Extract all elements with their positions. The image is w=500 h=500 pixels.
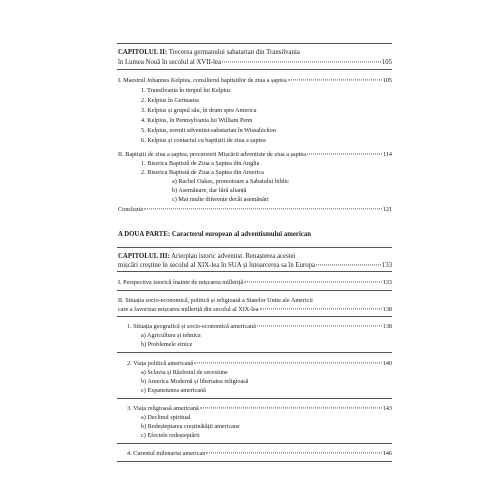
toc-entry[interactable] — [118, 150, 392, 159]
toc-subentry-label: 2. Viața politică americană — [127, 360, 194, 367]
toc-entry-label: care a favorizat mișcarea milleriță din secolul al XIX-lea — [118, 306, 259, 313]
part-2-title: Caracterul european al adventismului american — [170, 231, 312, 238]
leader-dots — [316, 264, 381, 265]
leader-dots — [206, 452, 381, 453]
toc-entry-label: Concluzie — [118, 206, 144, 213]
page-number: 143 — [382, 405, 392, 412]
toc-subentry[interactable] — [141, 136, 266, 145]
toc-subsubentry-label: b) America Modernă și libertatea religioasă — [141, 378, 249, 385]
toc-subentry[interactable] — [141, 168, 264, 177]
page-number: 133 — [382, 279, 392, 286]
toc-subentry[interactable] — [127, 359, 392, 368]
toc-subsubentry[interactable] — [141, 413, 191, 422]
chapter-3-title-cont: mișcări creștine în secolul al XIX-lea în SUA și întoarcerea sa în Europa — [118, 262, 316, 269]
toc-subsubentry-label: a) Rachel Oakes, promotoare a Sabatului biblic — [172, 178, 290, 185]
toc-subentry-label: 1. Situația geografică și socio-economică americană — [127, 323, 256, 330]
chapter-2-title-cont: în Lumea Nouă în secolul al XVII-lea — [118, 59, 222, 66]
toc-entry-label: II. Situația socio-economică, politică și religioasă a Statelor Unite ale Americii — [118, 297, 313, 304]
page-number: 138 — [382, 306, 392, 313]
toc-entry-label: I. Perspectiva istorică înainte de mișcarea milleriță — [118, 279, 244, 286]
leader-dots — [288, 79, 382, 80]
divider — [117, 316, 392, 317]
toc-subentry[interactable] — [141, 96, 199, 105]
toc-subsubentry[interactable] — [141, 377, 248, 386]
toc-subentry-label: 1. Biserica Baptistă de Ziua a Șaptea din Anglia — [141, 160, 260, 167]
page-number: 140 — [382, 360, 392, 367]
toc-subsubentry[interactable] — [172, 177, 289, 186]
toc-entry-label: II. Baptiștii de ziua a șaptea, precursorii Mișcării adventiste de ziua a șaptea — [118, 151, 306, 158]
chapter-3-label: CAPITOLUL III: — [118, 253, 170, 260]
chapter-2-heading-cont[interactable] — [118, 58, 392, 67]
page-number: 105 — [382, 77, 392, 84]
toc-entry[interactable] — [118, 296, 313, 305]
toc-subentry[interactable] — [141, 159, 259, 168]
divider — [117, 461, 392, 462]
toc-subsubentry[interactable] — [141, 340, 192, 349]
toc-entry-label: I. Maestrul Johannes Kelpius, consilierul baptiștilor de ziua a șaptea — [118, 77, 287, 84]
toc-subsubentry[interactable] — [141, 331, 201, 340]
page-number: 121 — [382, 206, 392, 213]
leader-dots — [144, 208, 382, 209]
page-number: 105 — [381, 59, 392, 66]
toc-entry[interactable] — [118, 205, 392, 214]
toc-subsubentry-label: a) Declinul spiritual — [141, 414, 191, 421]
toc-subsubentry-label: a) Agricultura și tehnica — [141, 332, 201, 339]
toc-subentry-label: 6. Kelpius și contactul cu baptiștii de ziua a șaptea — [141, 137, 266, 144]
divider — [117, 443, 392, 444]
leader-dots — [260, 308, 382, 309]
chapter-2-title: Trecerea germanului sabatarian din Transilvania — [167, 49, 300, 56]
toc-subentry-label: 3. Viața religioasă americană — [127, 405, 199, 412]
chapter-3-heading — [118, 252, 296, 261]
divider — [117, 352, 392, 353]
toc-subsubentry[interactable] — [141, 422, 240, 431]
chapter-2-heading — [118, 48, 300, 57]
toc-entry[interactable] — [118, 76, 392, 85]
toc-subentry-label: 4. Kelpius, în Pennsylvania lui William Penn — [141, 117, 253, 124]
toc-subentry[interactable] — [141, 116, 252, 125]
toc-subsubentry-label: c) Efectele redeșteptării — [141, 432, 200, 439]
toc-subsubentry-label: c) Mai multe diferențe decât asemănări — [172, 196, 269, 203]
toc-subsubentry[interactable] — [141, 431, 200, 440]
leader-dots — [307, 153, 382, 154]
page-number: 138 — [382, 323, 392, 330]
toc-subentry-label: 2. Biserica Baptistă de Ziua a Șaptea din America — [141, 169, 264, 176]
toc-entry[interactable] — [118, 278, 392, 287]
toc-subsubentry-label: a) Sclavia și Războiul de secesiune — [141, 369, 228, 376]
part-2-heading[interactable] — [118, 230, 311, 239]
chapter-2-label: CAPITOLUL II: — [118, 49, 168, 56]
toc-subentry-label: 4. Curentul milenarist american — [127, 450, 206, 457]
leader-dots — [244, 281, 381, 282]
toc-subentry-label: 3. Kelpius și grupul său, în drum spre America — [141, 107, 257, 114]
toc-subentry[interactable] — [141, 106, 256, 115]
leader-dots — [257, 325, 382, 326]
toc-subsubentry[interactable] — [141, 368, 228, 377]
toc-subsubentry[interactable] — [141, 386, 206, 395]
divider — [117, 271, 392, 272]
toc-subentry[interactable] — [127, 404, 392, 413]
toc-subentry[interactable] — [141, 126, 276, 135]
toc-subsubentry[interactable] — [172, 195, 269, 204]
leader-dots — [200, 407, 382, 408]
page-number: 133 — [381, 262, 392, 269]
leader-dots — [222, 61, 381, 62]
divider — [117, 69, 392, 70]
toc-subsubentry-label: b) Problemele etnice — [141, 341, 193, 348]
toc-subsubentry[interactable] — [172, 186, 246, 195]
divider — [117, 247, 392, 248]
toc-subsubentry-label: b) Redeșteptarea creștinătății americane — [141, 423, 240, 430]
toc-entry-cont[interactable] — [118, 305, 392, 314]
leader-dots — [194, 362, 382, 363]
chapter-3-heading-cont[interactable] — [118, 261, 392, 270]
divider — [117, 290, 392, 291]
toc-subentry[interactable] — [127, 449, 392, 458]
toc-subentry[interactable] — [141, 86, 231, 95]
page-number: 146 — [382, 450, 392, 457]
toc-subsubentry-label: b) Asemănare, dar fără alianță — [172, 187, 247, 194]
divider — [117, 43, 392, 44]
toc-subsubentry-label: c) Expansiunea americană — [141, 387, 206, 394]
chapter-3-title: Arierplan istoric adventist. Renașterea acestei — [169, 253, 296, 260]
part-2-label: A DOUA PARTE: — [118, 231, 171, 238]
divider — [117, 398, 392, 399]
page-number: 114 — [382, 151, 392, 158]
toc-subentry[interactable] — [127, 322, 392, 331]
toc-subentry-label: 1. Transilvania în timpul lui Kelpius — [141, 87, 231, 94]
toc-subentry-label: 2. Kelpius în Germania — [141, 97, 199, 104]
toc-subentry-label: 5. Kelpius, eremit adventist-sabatarian în Wissahickon — [141, 127, 276, 134]
